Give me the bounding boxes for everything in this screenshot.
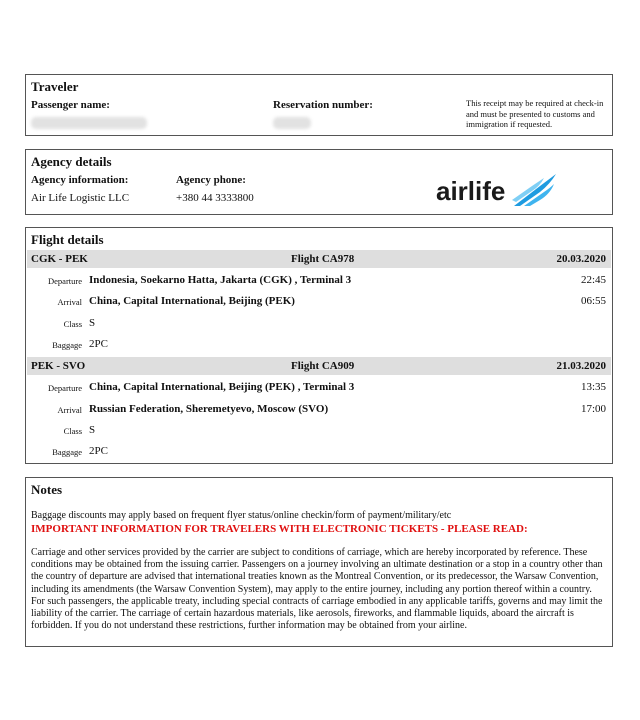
- reservation-number-label: Reservation number:: [273, 99, 373, 111]
- carriage-conditions-text: Carriage and other services provided by the carrier are subject to conditions of carriage, which are hereby incorporated by reference. These conditions may be obtained from the issuing carrier. Passengers on a journey involving an ultimate destination or a stop in a country other than the country of departure are advised that international treaties known as the Montreal Convention, or its predecessor, the Warsaw Convention, including its amendments (the Warsaw Convention System), may apply to the entire journey, including any portion thereof within a country. For such passengers, the applicable treaty, including special contracts of carriage embodied in any applicable tariffs, governs and may limit the liability of the carrier. The carriage of certain hazardous materials, like aerosols, fireworks, and flammable liquids, aboard the aircraft is forbidden. If you do not understand these restrictions, further information may be obtained from your airline.: [31, 547, 603, 632]
- departure-time: 22:45: [580, 274, 606, 286]
- passenger-name-label: Passenger name:: [31, 99, 110, 111]
- departure-value: Indonesia, Soekarno Hatta, Jakarta (CGK) , Terminal 3: [89, 274, 352, 286]
- arrival-row: [27, 401, 611, 419]
- agency-info-value: Air Life Logistic LLC: [31, 192, 130, 204]
- baggage-label: Baggage: [52, 340, 82, 350]
- baggage-label: Baggage: [52, 447, 82, 457]
- arrival-label: Arrival: [57, 297, 82, 307]
- class-label: Class: [63, 319, 82, 329]
- arrival-time: 06:55: [580, 295, 606, 307]
- departure-label: Departure: [48, 383, 82, 393]
- segment-header: [27, 357, 611, 375]
- segment-flight-number: Flight CA978: [291, 253, 355, 265]
- arrival-time: 17:00: [580, 403, 606, 415]
- class-value: S: [89, 317, 96, 329]
- arrival-label: Arrival: [57, 405, 82, 415]
- notes-section: [25, 477, 613, 647]
- baggage-value: 2PC: [89, 338, 108, 350]
- segment-route: PEK - SVO: [31, 360, 86, 372]
- agency-section: [25, 149, 613, 215]
- baggage-row: [27, 443, 611, 461]
- class-value: S: [89, 424, 96, 436]
- agency-phone-value: +380 44 3333800: [176, 192, 254, 204]
- class-label: Class: [63, 426, 82, 436]
- passenger-name-redacted: [31, 117, 147, 129]
- segment-date: 20.03.2020: [556, 253, 606, 265]
- class-row: [27, 422, 611, 440]
- baggage-value: 2PC: [89, 445, 108, 457]
- segment-header: [27, 250, 611, 268]
- traveler-section: [25, 74, 613, 136]
- departure-row: [27, 272, 611, 290]
- departure-value: China, Capital International, Beijing (PEK) , Terminal 3: [89, 381, 355, 393]
- segment-flight-number: Flight CA909: [291, 360, 355, 372]
- flight-title: Flight details: [31, 232, 104, 247]
- arrival-value: China, Capital International, Beijing (PEK): [89, 295, 295, 307]
- departure-row: [27, 379, 611, 397]
- departure-label: Departure: [48, 276, 82, 286]
- baggage-row: [27, 336, 611, 354]
- segment-route: CGK - PEK: [31, 253, 88, 265]
- baggage-discount-note: Baggage discounts may apply based on frequent flyer status/online checkin/form of payment/military/etc: [31, 510, 452, 521]
- notes-title: Notes: [31, 482, 63, 497]
- logo-wings-icon: [510, 172, 558, 208]
- agency-title: Agency details: [31, 154, 112, 169]
- flight-section: [25, 227, 613, 464]
- logo-text: airlife: [436, 176, 506, 206]
- agency-info-label: Agency information:: [31, 174, 129, 186]
- segment-date: 21.03.2020: [556, 360, 606, 372]
- arrival-value: Russian Federation, Sheremetyevo, Moscow (SVO): [89, 403, 329, 415]
- important-info-heading: IMPORTANT INFORMATION FOR TRAVELERS WITH ELECTRONIC TICKETS - PLEASE READ:: [31, 523, 528, 535]
- airlife-logo: [436, 172, 561, 210]
- arrival-row: [27, 293, 611, 311]
- departure-time: 13:35: [580, 381, 606, 393]
- reservation-number-redacted: [273, 117, 311, 129]
- class-row: [27, 315, 611, 333]
- receipt-note: This receipt may be required at check-in and must be presented to customs and immigration if requested.: [466, 98, 604, 129]
- traveler-title: Traveler: [31, 79, 79, 94]
- agency-phone-label: Agency phone:: [176, 174, 246, 186]
